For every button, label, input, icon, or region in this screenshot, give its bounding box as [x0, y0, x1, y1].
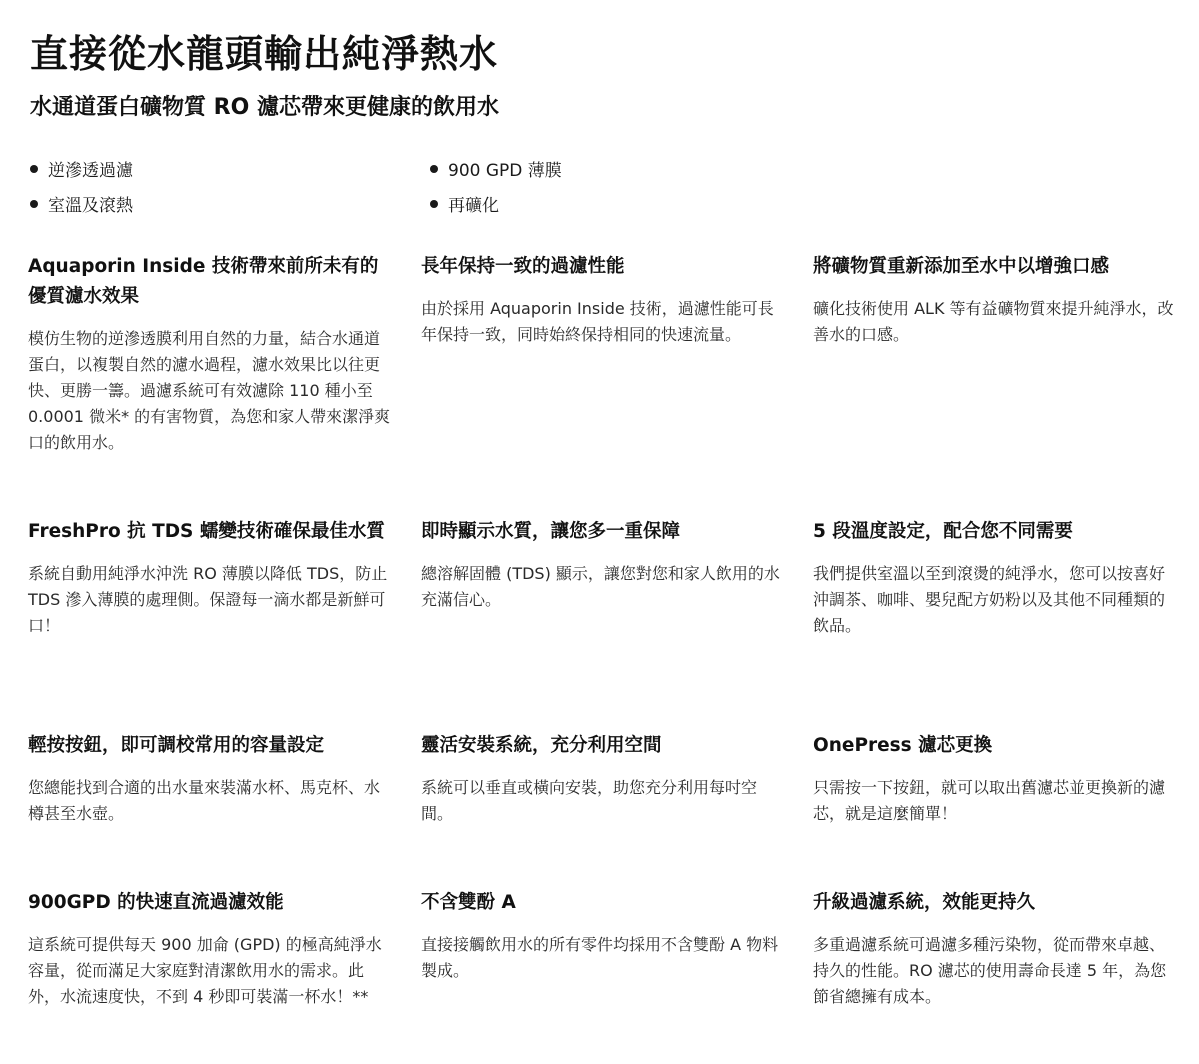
key-features-list: [30, 154, 830, 234]
feature-card: [28, 252, 393, 456]
page-title: 直接從水龍頭輸出純淨熱水: [30, 32, 499, 76]
feature-description: 只需按一下按鈕，就可以取出舊濾芯並更換新的濾芯，就是這麼簡單！: [813, 778, 1166, 823]
feature-description: 這系統可提供每天 900 加侖 (GPD) 的極高純淨水容量，從而滿足大家庭對清潔飲用水的需求。此外，水流速度快，不到 4 秒即可裝滿一杯水！**: [28, 935, 382, 1006]
feature-title: 長年保持一致的過濾性能: [421, 256, 625, 277]
feature-card: [421, 517, 786, 613]
bullet-column-left: [30, 154, 133, 224]
feature-title: 將礦物質重新添加至水中以增強口感: [813, 256, 1110, 277]
feature-card: [813, 888, 1178, 1010]
feature-description: 礦化技術使用 ALK 等有益礦物質來提升純淨水，改善水的口感。: [813, 299, 1174, 344]
feature-title: 900GPD 的快速直流過濾效能: [28, 892, 284, 913]
feature-card: [28, 888, 393, 1010]
feature-description: 多重過濾系統可過濾多種污染物，從而帶來卓越、持久的性能。RO 濾芯的使用壽命長達 5 年，為您節省總擁有成本。: [813, 935, 1167, 1006]
feature-description: 由於採用 Aquaporin Inside 技術，過濾性能可長年保持一致，同時始終保持相同的快速流量。: [421, 299, 774, 344]
bullet-item: [30, 154, 133, 189]
bullet-dot-icon: [430, 200, 438, 208]
bullet-dot-icon: [30, 200, 38, 208]
page-content: [30, 26, 1180, 216]
bullet-item: [30, 189, 133, 224]
feature-title: Aquaporin Inside 技術帶來前所未有的優質濾水效果: [28, 256, 379, 307]
feature-title: 不含雙酚 A: [421, 892, 516, 913]
feature-card: [813, 252, 1178, 348]
bullet-item: [430, 154, 562, 189]
bullet-text: 室溫及滾熱: [48, 196, 133, 216]
feature-title: OnePress 濾芯更換: [813, 735, 993, 756]
bullet-dot-icon: [30, 165, 38, 173]
feature-card: [813, 731, 1178, 827]
feature-title: 5 段溫度設定，配合您不同需要: [813, 521, 1073, 542]
feature-card: [28, 517, 393, 639]
feature-title: 即時顯示水質，讓您多一重保障: [421, 521, 681, 542]
feature-description: 總溶解固體 (TDS) 顯示，讓您對您和家人飲用的水充滿信心。: [421, 564, 780, 609]
feature-card: [813, 517, 1178, 639]
bullet-item: [430, 189, 562, 224]
bullet-column-right: [430, 154, 562, 224]
feature-card: [28, 731, 393, 827]
feature-title: FreshPro 抗 TDS 蠕變技術確保最佳水質: [28, 521, 385, 542]
feature-title: 靈活安裝系統，充分利用空間: [421, 735, 662, 756]
bullet-text: 逆滲透過濾: [48, 161, 133, 181]
bullet-text: 再礦化: [448, 196, 499, 216]
feature-description: 系統自動用純淨水沖洗 RO 薄膜以降低 TDS，防止 TDS 滲入薄膜的處理側。保證每一滴水都是新鮮可口！: [28, 564, 388, 635]
feature-card: [421, 252, 786, 348]
bullet-dot-icon: [430, 165, 438, 173]
feature-description: 您總能找到合適的出水量來裝滿水杯、馬克杯、水樽甚至水壺。: [28, 778, 381, 823]
feature-description: 系統可以垂直或橫向安裝，助您充分利用每吋空間。: [421, 778, 758, 823]
bullet-text: 900 GPD 薄膜: [448, 161, 562, 181]
feature-description: 我們提供室溫以至到滾燙的純淨水，您可以按喜好沖調茶、咖啡、嬰兒配方奶粉以及其他不同種類的飲品。: [813, 564, 1166, 635]
feature-title: 升級過濾系統，效能更持久: [813, 892, 1036, 913]
feature-description: 直接接觸飲用水的所有零件均採用不含雙酚 A 物料製成。: [421, 935, 779, 980]
feature-card: [421, 731, 786, 827]
feature-description: 模仿生物的逆滲透膜利用自然的力量，結合水通道蛋白，以複製自然的濾水過程，濾水效果比以往更快、更勝一籌。過濾系統可有效濾除 110 種小至 0.0001 微米* 的有害物質，為您和家人帶來潔淨爽口的飲用水。: [28, 329, 391, 452]
feature-card: [421, 888, 786, 984]
page-subtitle: 水通道蛋白礦物質 RO 濾芯帶來更健康的飲用水: [30, 95, 499, 120]
feature-title: 輕按按鈕，即可調校常用的容量設定: [28, 735, 325, 756]
